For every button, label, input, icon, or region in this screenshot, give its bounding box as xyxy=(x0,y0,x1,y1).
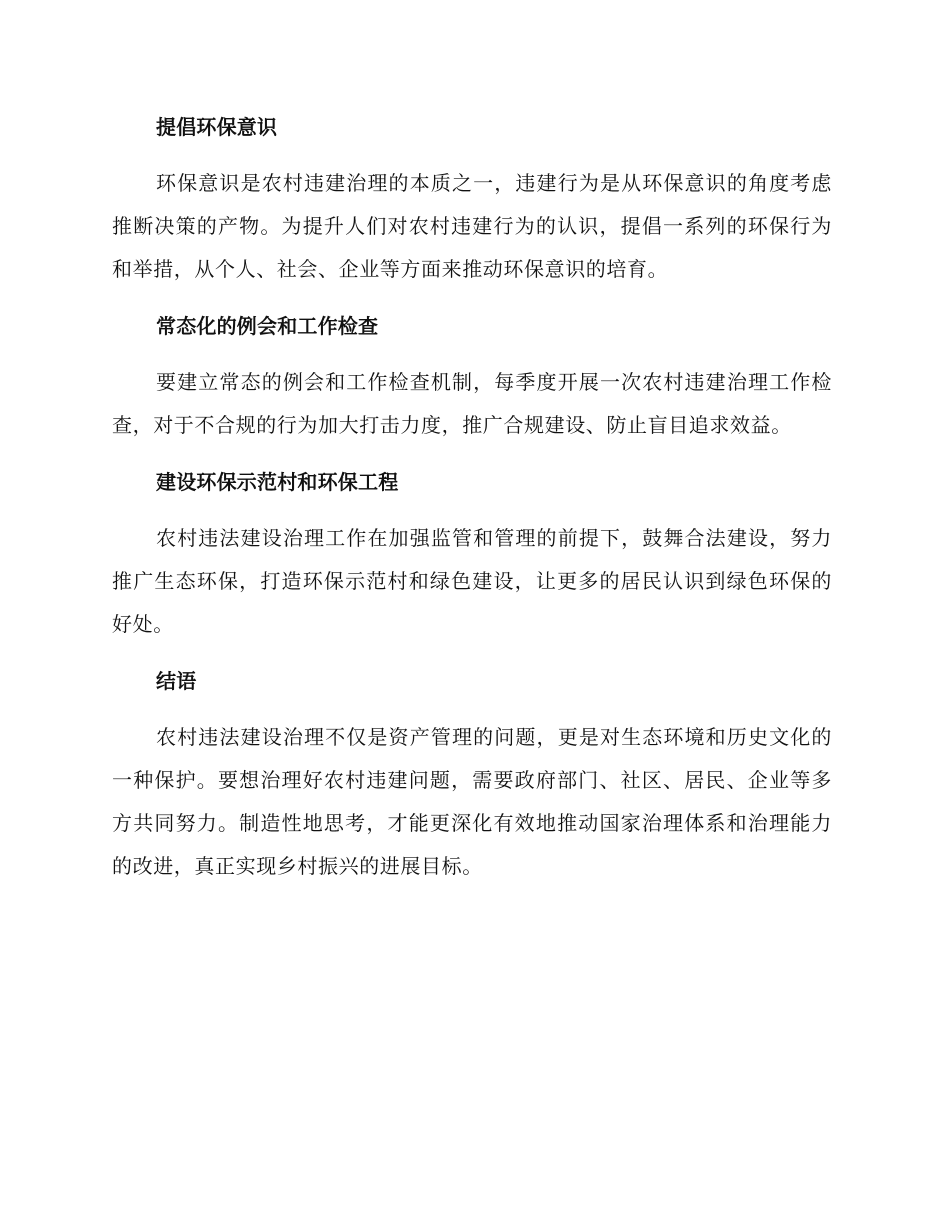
section-conclusion xyxy=(112,661,832,888)
section-paragraph: 要建立常态的例会和工作检查机制，每季度开展一次农村违建治理工作检查，对于不合规的行为加大打击力度，推广合规建设、防止盲目追求效益。 xyxy=(112,370,832,437)
section-heading: 结语 xyxy=(156,669,197,693)
section-paragraph: 农村违法建设治理工作在加强监管和管理的前提下，鼓舞合法建设，努力推广生态环保，打造环保示范村和绿色建设，让更多的居民认识到绿色环保的好处。 xyxy=(112,526,832,636)
section-paragraph: 农村违法建设治理不仅是资产管理的问题，更是对生态环境和历史文化的一种保护。要想治理好农村违建问题，需要政府部门、社区、居民、企业等多方共同努力。制造性地思考，才能更深化有效地推动国家治理体系和治理能力的改进，真正实现乡村振兴的进展目标。 xyxy=(112,725,832,878)
section-demo-villages xyxy=(112,462,832,646)
section-regular-meetings xyxy=(112,306,832,447)
document-body xyxy=(112,107,832,903)
section-environmental-awareness xyxy=(112,107,832,291)
section-heading: 常态化的例会和工作检查 xyxy=(156,314,379,338)
section-heading: 提倡环保意识 xyxy=(156,115,278,139)
section-heading: 建设环保示范村和环保工程 xyxy=(156,470,399,494)
section-paragraph: 环保意识是农村违建治理的本质之一，违建行为是从环保意识的角度考虑推断决策的产物。为提升人们对农村违建行为的认识，提倡一系列的环保行为和举措，从个人、社会、企业等方面来推动环保意识的培育。 xyxy=(112,171,832,281)
